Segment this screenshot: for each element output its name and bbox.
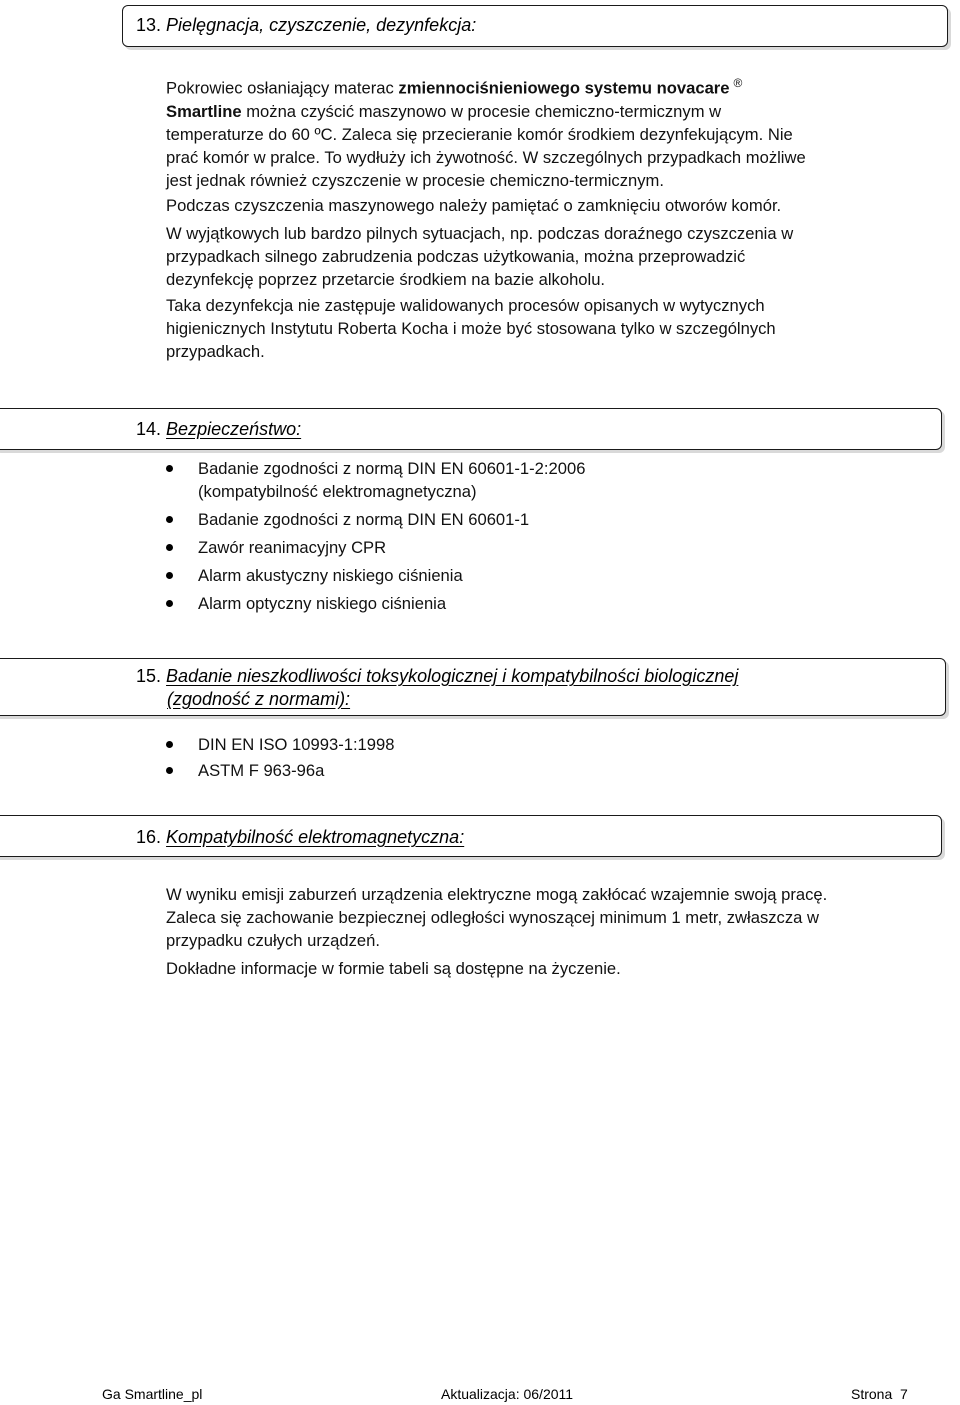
list-item-continuation: [166, 480, 585, 503]
bullet-icon: [166, 741, 173, 748]
s13-p1-line3: temperaturze do 60 ºC. Zaleca się przecieranie komór środkiem dezynfekującym. Nie: [166, 124, 793, 144]
section-13-paragraph-1: [166, 72, 956, 192]
section-15-heading: [136, 665, 936, 711]
section-13-paragraph-4: [166, 294, 956, 363]
section-16-paragraph-1: [166, 883, 956, 952]
registered-mark: ®: [733, 76, 743, 90]
list-item-text: Badanie zgodności z normą DIN EN 60601-1-2:2006: [198, 459, 586, 478]
section-16-title: Kompatybilność elektromagnetyczna:: [166, 827, 465, 847]
footer-page-number: Strona 7: [851, 1386, 908, 1402]
section-15-heading-line2: [136, 688, 936, 711]
section-13-paragraph-3: [166, 222, 956, 291]
list-item: [166, 508, 585, 531]
list-item: [166, 759, 394, 782]
s13-p1-line2: [166, 100, 956, 123]
section-16-paragraph-2: Dokładne informacje w formie tabeli są dostępne na życzenie.: [166, 959, 621, 978]
s13-p1-line4: prać komór w pralce. To wydłuży ich żywotność. W szczególnych przypadkach możliwe: [166, 147, 806, 167]
bullet-icon: [166, 544, 173, 551]
bullet-icon: [166, 767, 173, 774]
bullet-icon: [166, 572, 173, 579]
list-item-text: Alarm akustyczny niskiego ciśnienia: [198, 566, 463, 585]
list-item: [166, 536, 585, 559]
list-item-text: (kompatybilność elektromagnetyczna): [198, 482, 477, 501]
s16-p1-line3: przypadku czułych urządzeń.: [166, 931, 380, 950]
section-14-heading: [136, 418, 301, 441]
s16-p1-line1: W wyniku emisji zaburzeń urządzenia elektryczne mogą zakłócać wzajemnie swoją pracę.: [166, 885, 828, 904]
s13-p3-line3: dezynfekcję poprzez przetarcie środkiem na bazie alkoholu.: [166, 270, 606, 289]
s16-p1-line2: Zaleca się zachowanie bezpiecznej odległości wynoszącej minimum 1 metr, zwłaszcza w: [166, 908, 819, 927]
bullet-icon: [166, 465, 173, 472]
s13-p3-line2: przypadkach silnego zabrudzenia podczas użytkowania, można przeprowadzić: [166, 247, 746, 266]
bullet-icon: [166, 600, 173, 607]
s13-p4-line1: Taka dezynfekcja nie zastępuje walidowanych procesów opisanych w wytycznych: [166, 296, 765, 315]
s13-p3-line1: W wyjątkowych lub bardzo pilnych sytuacjach, np. podczas doraźnego czyszczenia w: [166, 224, 794, 243]
s13-p4-line2: higienicznych Instytutu Roberta Kocha i może być stosowana tylko w szczególnych: [166, 319, 776, 338]
section-15-number: 15.: [136, 666, 162, 686]
footer-document-name: Ga Smartline_pl: [102, 1386, 203, 1402]
section-15-title-line2: (zgodność z normami):: [167, 689, 351, 709]
section-13-heading: [136, 14, 476, 37]
s13-p1-line5: jest jednak również czyszczenie w procesie chemiczno-termicznym.: [166, 170, 664, 190]
section-14-number: 14.: [136, 419, 162, 439]
section-15-heading-line1: [136, 665, 936, 688]
section-13-number: 13.: [136, 15, 162, 35]
s13-p1-line1: [166, 72, 956, 100]
section-13-paragraph-2: Podczas czyszczenia maszynowego należy pamiętać o zamknięciu otworów komór.: [166, 196, 782, 215]
list-item-text: ASTM F 963-96a: [198, 761, 325, 780]
s13-p1-line2-rest: można czyścić maszynowo w procesie chemiczno-termicznym w: [241, 101, 722, 121]
list-item: [166, 592, 585, 615]
list-item: [166, 733, 394, 756]
footer-update-date: Aktualizacja: 06/2011: [441, 1386, 574, 1402]
list-item-text: Alarm optyczny niskiego ciśnienia: [198, 594, 447, 613]
section-14-list: [166, 457, 585, 615]
list-item-text: Zawór reanimacyjny CPR: [198, 538, 387, 557]
section-14-title: Bezpieczeństwo:: [166, 419, 302, 439]
s13-p1-line2-bold: Smartline: [166, 101, 242, 121]
section-15-title-line1: Badanie nieszkodliwości toksykologicznej i kompatybilności biologicznej: [166, 666, 739, 686]
s13-p1-pre: Pokrowiec osłaniający materac: [166, 78, 399, 98]
section-13-title: Pielęgnacja, czyszczenie, dezynfekcja:: [166, 15, 477, 35]
section-16-number: 16.: [136, 827, 162, 847]
list-item-text: Badanie zgodności z normą DIN EN 60601-1: [198, 510, 530, 529]
bullet-icon: [166, 516, 173, 523]
list-item: [166, 564, 585, 587]
section-16-heading: [136, 826, 464, 849]
section-15-list: [166, 733, 394, 782]
list-item: [166, 457, 585, 480]
list-item-text: DIN EN ISO 10993-1:1998: [198, 735, 395, 754]
s13-p4-line3: przypadkach.: [166, 342, 265, 361]
s13-p1-bold: zmiennociśnieniowego systemu novacare: [398, 78, 730, 98]
